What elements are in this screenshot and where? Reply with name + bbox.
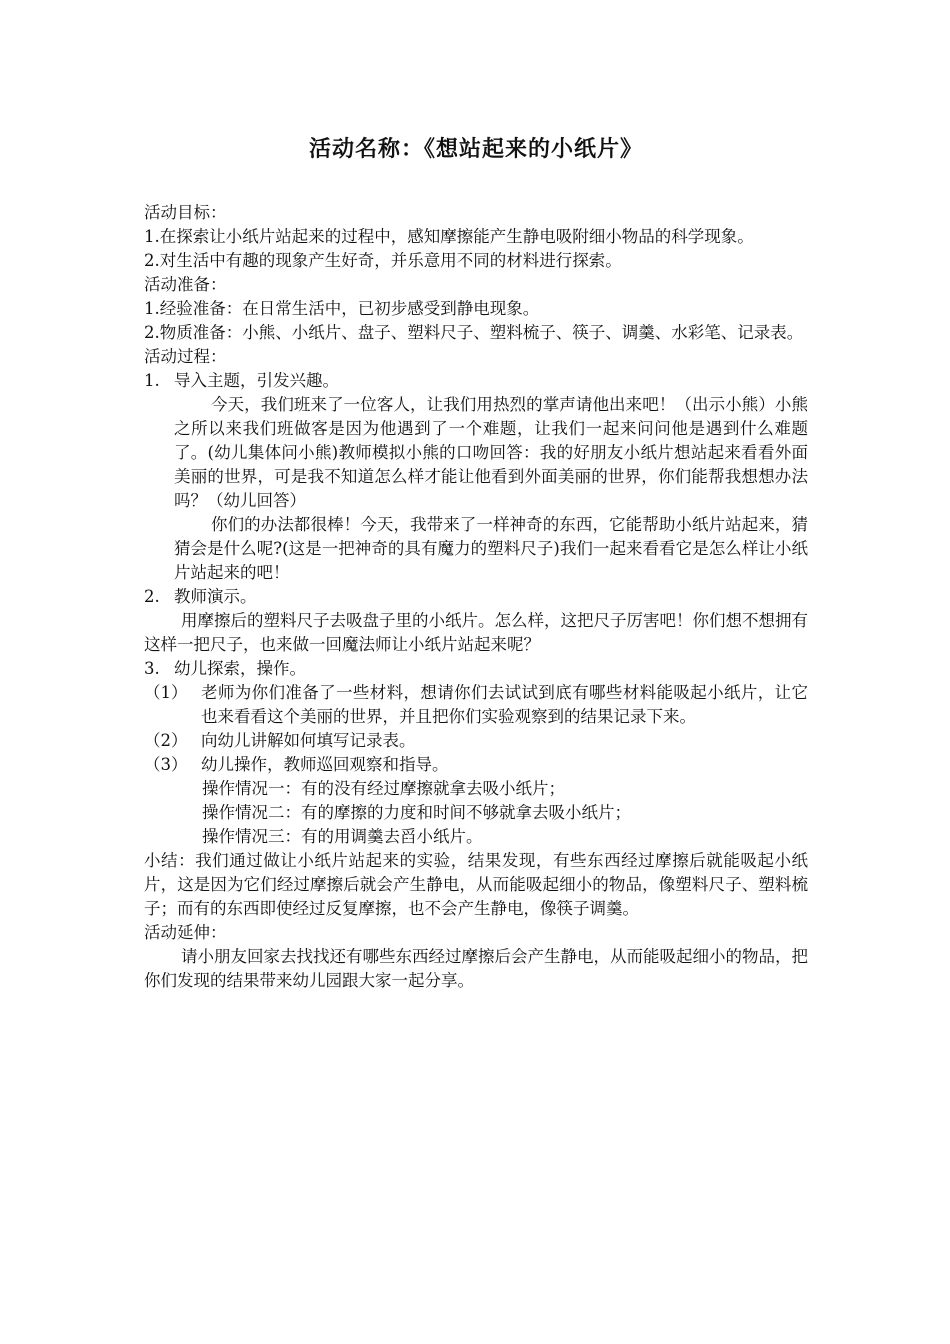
sub-item-1: [144, 681, 808, 729]
prep-item: 1.经验准备：在日常生活中，已初步感受到静电现象。: [144, 299, 540, 318]
sub-item-number: （3）: [144, 755, 188, 774]
step-number: 1.: [144, 371, 160, 390]
sub-item-number: （1）: [144, 683, 188, 702]
sub-item-text: 向幼儿讲解如何填写记录表。: [201, 731, 416, 750]
sub-item-number: （2）: [144, 731, 188, 750]
step-number: 3.: [144, 659, 160, 678]
step-2-title: [144, 585, 808, 609]
step-1-title: [144, 369, 808, 393]
goals-heading: 活动目标：: [144, 203, 227, 222]
operation-case: 操作情况一：有的没有经过摩擦就拿去吸小纸片；: [202, 779, 565, 798]
operation-case: 操作情况三：有的用调羹去舀小纸片。: [202, 827, 483, 846]
document-title: 活动名称：《想站起来的小纸片》: [308, 137, 643, 162]
sub-item-text: 幼儿操作，教师巡回观察和指导。: [201, 755, 449, 774]
sub-item-2: [144, 729, 808, 753]
prep-item: 2.物质准备：小熊、小纸片、盘子、塑料尺子、塑料梳子、筷子、调羹、水彩笔、记录表。: [144, 323, 804, 342]
extension-heading: 活动延伸：: [144, 923, 227, 942]
step-3-title: [144, 657, 808, 681]
step-1-paragraph: 今天，我们班来了一位客人，让我们用热烈的掌声请他出来吧！（出示小熊）小熊之所以来我们班做客是因为他遇到了一个难题，让我们一起来问问他是遇到什么难题了。(幼儿集体问小熊)教师模拟小熊的口吻回答：我的好朋友小纸片想站起来看看外面美丽的世界，可是我不知道怎么样才能让他看到外面美丽的世界，你们能帮我想想办法吗？（幼儿回答）: [174, 395, 808, 510]
prep-heading: 活动准备：: [144, 275, 227, 294]
goal-item: 1.在探索让小纸片站起来的过程中，感知摩擦能产生静电吸附细小物品的科学现象。: [144, 227, 754, 246]
step-1-paragraph: 你们的办法都很棒！今天，我带来了一样神奇的东西，它能帮助小纸片站起来，猜猜会是什么呢?(这是一把神奇的具有魔力的塑料尺子)我们一起来看看它是怎么样让小纸片站起来的吧！: [174, 515, 808, 582]
goal-item: 2.对生活中有趣的现象产生好奇，并乐意用不同的材料进行探索。: [144, 251, 622, 270]
document-body: [144, 201, 808, 993]
step-title-text: 幼儿探索，操作。: [174, 659, 306, 678]
extension-paragraph: 请小朋友回家去找找还有哪些东西经过摩擦后会产生静电，从而能吸起细小的物品，把你们发现的结果带来幼儿园跟大家一起分享。: [144, 947, 808, 990]
step-title-text: 教师演示。: [174, 587, 257, 606]
operation-case: 操作情况二：有的摩擦的力度和时间不够就拿去吸小纸片；: [202, 803, 631, 822]
summary-paragraph: 小结：我们通过做让小纸片站起来的实验，结果发现，有些东西经过摩擦后就能吸起小纸片，这是因为它们经过摩擦后就会产生静电，从而能吸起细小的物品，像塑料尺子、塑料梳子；而有的东西即使经过反复摩擦，也不会产生静电，像筷子调羹。: [144, 851, 808, 918]
sub-item-3: [144, 753, 808, 777]
sub-item-text: 老师为你们准备了一些材料，想请你们去试试到底有哪些材料能吸起小纸片，让它也来看看这个美丽的世界，并且把你们实验观察到的结果记录下来。: [201, 683, 808, 726]
step-title-text: 导入主题，引发兴趣。: [174, 371, 339, 390]
step-2-paragraph: 用摩擦后的塑料尺子去吸盘子里的小纸片。怎么样，这把尺子厉害吧！你们想不想拥有这样一把尺子，也来做一回魔法师让小纸片站起来呢？: [144, 611, 808, 654]
step-number: 2.: [144, 587, 160, 606]
process-heading: 活动过程：: [144, 347, 227, 366]
